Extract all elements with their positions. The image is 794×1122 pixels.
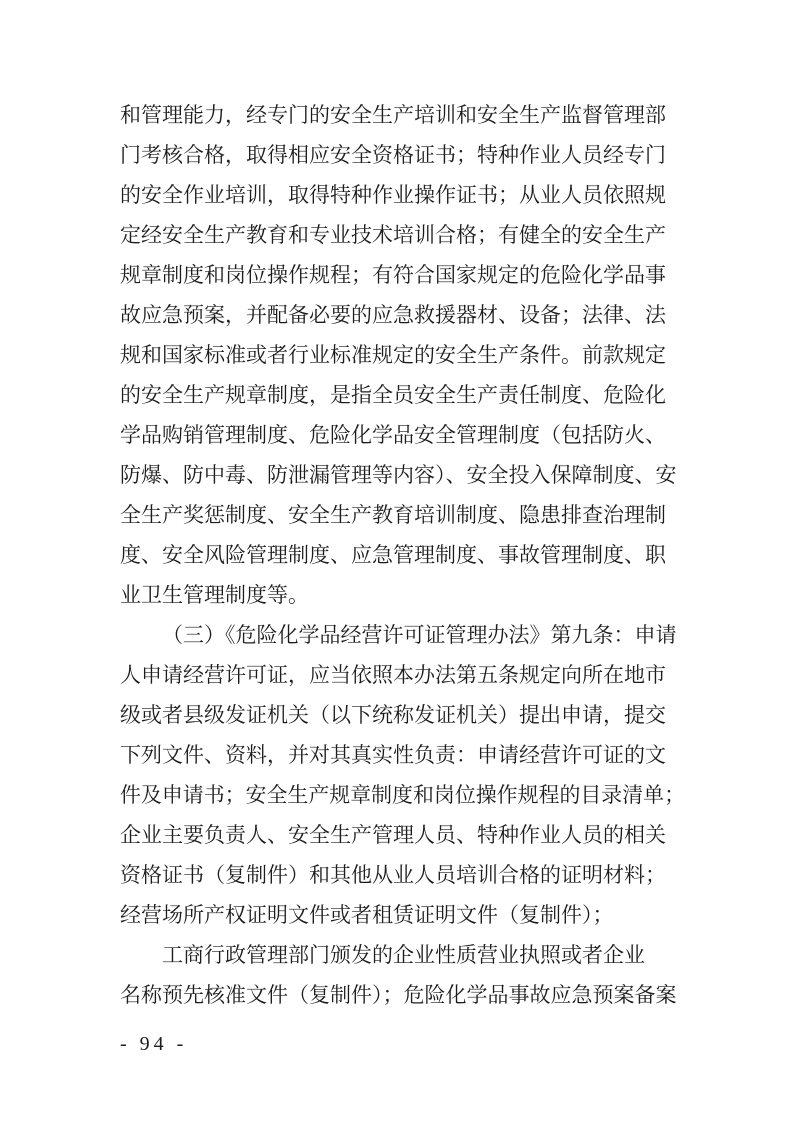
body-line: 企业主要负责人、安全生产管理人员、特种作业人员的相关 xyxy=(120,823,666,847)
body-line: 的安全作业培训，取得特种作业操作证书；从业人员依照规 xyxy=(120,183,666,207)
body-line: 名称预先核准文件（复制件）；危险化学品事故应急预案备案 xyxy=(120,983,677,1007)
body-line: 防爆、防中毒、防泄漏管理等内容）、安全投入保障制度、安 xyxy=(120,463,677,487)
paragraph-start-line: 工商行政管理部门颁发的企业性质营业执照或者企业 xyxy=(162,943,645,967)
body-line: 人申请经营许可证，应当依照本办法第五条规定向所在地市 xyxy=(120,663,666,687)
body-line: 门考核合格，取得相应安全资格证书；特种作业人员经专门 xyxy=(120,143,666,167)
body-line: 规和国家标准或者行业标准规定的安全生产条件。前款规定 xyxy=(120,343,666,367)
body-line: 规章制度和岗位操作规程；有符合国家规定的危险化学品事 xyxy=(120,263,666,287)
body-line: 度、安全风险管理制度、应急管理制度、事故管理制度、职 xyxy=(120,543,666,567)
body-line: 资格证书（复制件）和其他从业人员培训合格的证明材料； xyxy=(120,863,666,887)
body-line: 业卫生管理制度等。 xyxy=(120,583,309,607)
page-number: - 94 - xyxy=(120,1033,188,1055)
body-line: 和管理能力，经专门的安全生产培训和安全生产监督管理部 xyxy=(120,103,666,127)
body-line: 级或者县级发证机关（以下统称发证机关）提出申请，提交 xyxy=(120,703,666,727)
body-line: 故应急预案，并配备必要的应急救援器材、设备；法律、法 xyxy=(120,303,666,327)
section-heading-line: （三）《危险化学品经营许可证管理办法》第九条：申请 xyxy=(162,623,677,647)
body-line: 的安全生产规章制度，是指全员安全生产责任制度、危险化 xyxy=(120,383,666,407)
body-line: 学品购销管理制度、危险化学品安全管理制度（包括防火、 xyxy=(120,423,666,447)
body-line: 件及申请书；安全生产规章制度和岗位操作规程的目录清单； xyxy=(120,783,686,807)
body-line: 下列文件、资料，并对其真实性负责：申请经营许可证的文 xyxy=(120,743,666,767)
body-line: 定经安全生产教育和专业技术培训合格；有健全的安全生产 xyxy=(120,223,666,247)
body-line: 经营场所产权证明文件或者租赁证明文件（复制件）； xyxy=(120,903,614,927)
body-line: 全生产奖惩制度、安全生产教育培训制度、隐患排查治理制 xyxy=(120,503,666,527)
